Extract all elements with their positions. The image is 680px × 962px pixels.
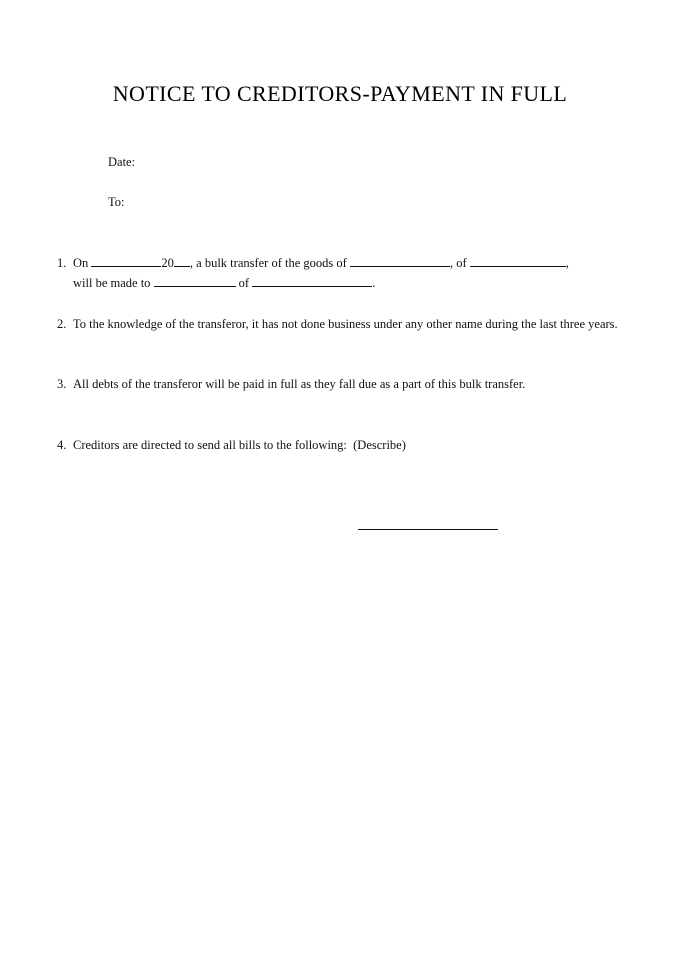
of-label-2: of xyxy=(238,276,250,290)
of-label: , of xyxy=(449,256,467,270)
year-blank[interactable] xyxy=(174,254,190,267)
transferor-name-blank[interactable] xyxy=(350,254,450,267)
list-item-1 xyxy=(57,253,623,293)
transferor-address-blank[interactable] xyxy=(470,254,566,267)
to-label: To: xyxy=(108,195,125,209)
item-number: 2. xyxy=(57,317,67,331)
transfer-text: , a bulk transfer of the goods of xyxy=(189,256,347,270)
transferee-name-blank[interactable] xyxy=(154,274,236,287)
item-text: Creditors are directed to send all bills to the following: (Describe) xyxy=(73,438,406,452)
year-prefix: 20 xyxy=(161,256,174,270)
transfer-date-blank[interactable] xyxy=(91,254,161,267)
on-label: On xyxy=(73,256,89,270)
transferee-address-blank[interactable] xyxy=(252,274,372,287)
list-item-3 xyxy=(57,374,623,394)
item-number: 4. xyxy=(57,438,67,452)
period: . xyxy=(372,276,376,290)
made-to-text: will be made to xyxy=(73,276,151,290)
document-title: NOTICE TO CREDITORS-PAYMENT IN FULL xyxy=(112,81,568,106)
item-number: 3. xyxy=(57,377,67,391)
list-item-2 xyxy=(57,314,623,334)
item-text: All debts of the transferor will be paid in full as they fall due as a part of this bulk transfer. xyxy=(73,377,526,391)
item-text: To the knowledge of the transferor, it has not done business under any other name during the last three years. xyxy=(73,317,618,331)
item-number: 1. xyxy=(57,256,67,270)
item-body xyxy=(73,253,623,293)
list-item-4 xyxy=(57,435,623,455)
comma: , xyxy=(565,256,569,270)
date-label: Date: xyxy=(108,155,136,169)
signature-line[interactable] xyxy=(358,529,498,530)
